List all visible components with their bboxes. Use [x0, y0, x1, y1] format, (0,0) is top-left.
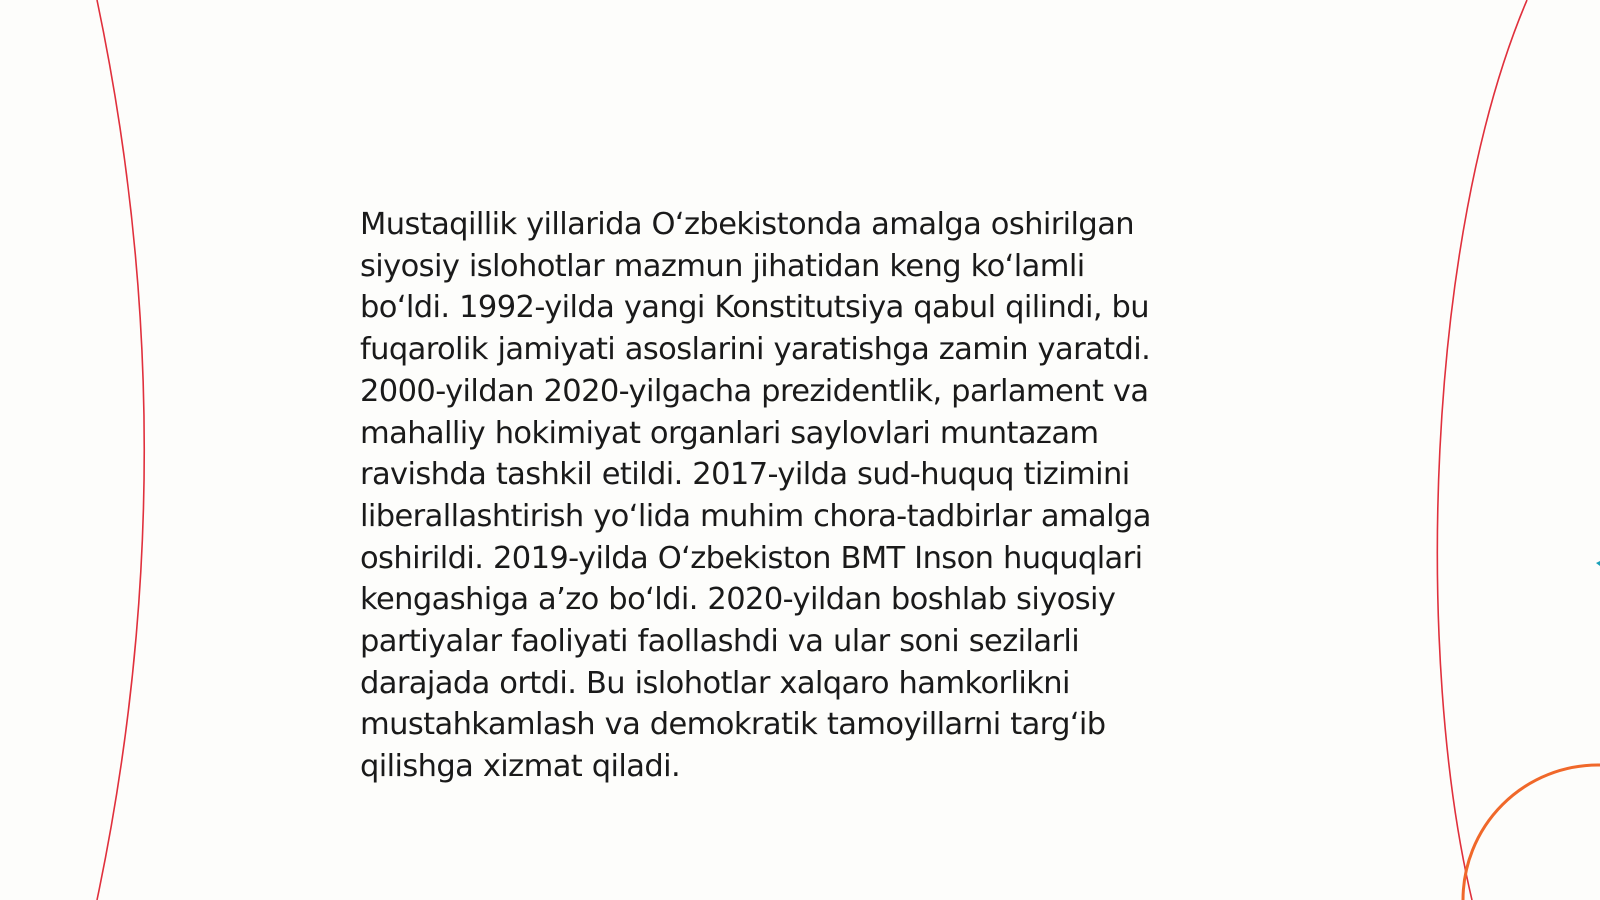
orange-arc: [1463, 765, 1600, 900]
text-line: bo‘ldi. 1992-yilda yangi Konstitutsiya qabul qilindi, bu: [360, 290, 1150, 326]
text-line: ravishda tashkil etildi. 2017-yilda sud-huquq tizimini: [360, 457, 1130, 493]
text-line: siyosiy islohotlar mazmun jihatidan keng ko‘lamli: [360, 248, 1085, 284]
text-line: qilishga xizmat qiladi.: [360, 749, 681, 785]
body-paragraph: [360, 204, 1240, 788]
text-line: liberallashtirish yo‘lida muhim chora-tadbirlar amalga: [360, 498, 1151, 534]
text-line: darajada ortdi. Bu islohotlar xalqaro hamkorlikni: [360, 665, 1070, 701]
teal-accent-mark: [1596, 561, 1600, 566]
text-line: oshirildi. 2019-yilda O‘zbekiston BMT Inson huquqlari: [360, 540, 1143, 576]
text-line: partiyalar faoliyati faollashdi va ular soni sezilarli: [360, 624, 1080, 660]
text-line: Mustaqillik yillarida O‘zbekistonda amalga oshirilgan: [360, 207, 1135, 242]
text-line: mahalliy hokimiyat organlari saylovlari muntazam: [360, 415, 1099, 451]
text-line: 2000-yildan 2020-yilgacha prezidentlik, parlament va: [360, 373, 1149, 409]
text-line: fuqarolik jamiyati asoslarini yaratishga zamin yaratdi.: [360, 332, 1151, 368]
left-curve-line: [97, 0, 144, 900]
text-line: kengashiga a’zo bo‘ldi. 2020-yildan boshlab siyosiy: [360, 582, 1116, 618]
text-line: mustahkamlash va demokratik tamoyillarni targ‘ib: [360, 707, 1106, 743]
right-curve-line: [1437, 0, 1527, 900]
